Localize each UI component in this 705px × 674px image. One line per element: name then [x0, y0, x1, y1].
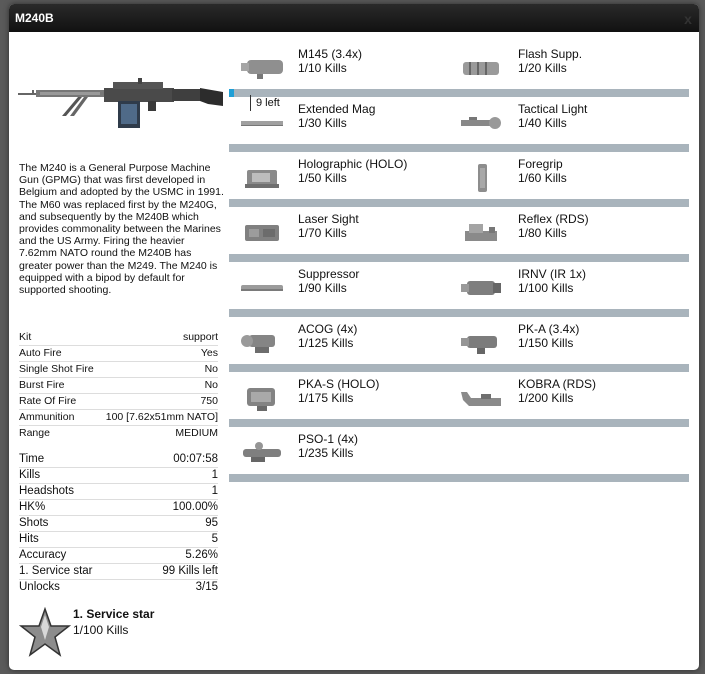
foregrip-icon — [457, 164, 507, 192]
row-separator — [229, 419, 689, 427]
attachment-item[interactable] — [229, 319, 449, 364]
stat-row — [19, 484, 218, 500]
attachment-item[interactable] — [449, 374, 669, 419]
attachment-name: Extended Mag — [298, 102, 376, 116]
service-star-icon — [19, 607, 71, 659]
stat-label: Time — [19, 453, 45, 465]
attachment-name: Holographic (HOLO) — [298, 157, 408, 171]
stat-row — [19, 426, 218, 442]
weapon-dialog — [9, 4, 699, 670]
kit-stats-table — [19, 330, 218, 442]
attachment-name: Laser Sight — [298, 212, 359, 226]
unlock-progress-fill — [229, 89, 234, 97]
stat-row — [19, 452, 218, 468]
weapon-description: The M240 is a General Purpose Machine Gun (GPMG) that was first developed in Belgium and adopted by the USMC in 1991. The M60 was replaced first by the M240G, and subsequently by the M240B which provides commonality between the Marines and the US Army. Firing the heavier 7.62mm NATO round the M240B has greater power than the M249. The M240 is equipped with a bipod by default for supported shooting. — [19, 162, 224, 297]
pkas-sight-icon — [237, 384, 287, 412]
holo-sight-icon — [237, 164, 287, 192]
attachment-progress: 1/125 Kills — [298, 336, 354, 350]
row-separator — [229, 144, 689, 152]
stat-value: 99 Kills left — [162, 565, 218, 577]
attachment-item[interactable] — [229, 264, 449, 309]
stat-row — [19, 500, 218, 516]
stat-value: 1 — [211, 485, 218, 497]
stat-value: 1 — [211, 469, 218, 481]
row-separator — [229, 364, 689, 372]
attachment-item[interactable] — [449, 44, 669, 89]
attachment-name: M145 (3.4x) — [298, 47, 363, 61]
pso1-scope-icon — [237, 439, 287, 467]
stat-label: Headshots — [19, 485, 74, 497]
attachment-progress: 1/175 Kills — [298, 391, 354, 405]
pka-scope-icon — [457, 329, 507, 357]
stat-value: 5.26% — [185, 549, 218, 561]
attachment-name: PSO-1 (4x) — [298, 432, 359, 446]
row-separator — [229, 199, 689, 207]
attachment-item[interactable] — [229, 99, 449, 144]
stat-value: 5 — [211, 533, 218, 545]
close-button[interactable]: x — [684, 11, 692, 27]
stat-label: Burst Fire — [19, 379, 65, 391]
attachment-name: Tactical Light — [518, 102, 588, 116]
stat-row — [19, 394, 218, 410]
stat-label: HK% — [19, 501, 46, 513]
stat-value: MEDIUM — [175, 427, 218, 439]
stat-label: Kills — [19, 469, 41, 481]
stat-value: 100 [7.62x51mm NATO] — [105, 411, 218, 423]
stat-label: Unlocks — [19, 581, 60, 593]
attachment-item[interactable] — [229, 209, 449, 254]
stat-row — [19, 548, 218, 564]
stat-label: Range — [19, 427, 50, 439]
row-separator — [229, 309, 689, 317]
stat-value: No — [204, 363, 218, 375]
acog-scope-icon — [237, 329, 287, 357]
attachment-name: PK-A (3.4x) — [518, 322, 580, 336]
stat-row — [19, 580, 218, 596]
attachment-progress: 1/235 Kills — [298, 446, 354, 460]
stat-row — [19, 410, 218, 426]
stat-label: Rate Of Fire — [19, 395, 77, 407]
attachment-progress: 1/10 Kills — [298, 61, 347, 75]
stat-row — [19, 468, 218, 484]
attachment-progress: 1/50 Kills — [298, 171, 347, 185]
stat-value: 00:07:58 — [173, 453, 218, 465]
stat-value: 750 — [200, 395, 218, 407]
tactical-light-icon — [457, 109, 507, 137]
attachment-row — [229, 154, 689, 209]
attachment-progress: 1/20 Kills — [518, 61, 567, 75]
suppressor-icon — [237, 274, 287, 302]
attachment-name: Suppressor — [298, 267, 360, 281]
stat-value: support — [182, 331, 218, 343]
stat-label: Accuracy — [19, 549, 67, 561]
stat-label: 1. Service star — [19, 565, 93, 577]
attachment-item[interactable] — [449, 209, 669, 254]
attachment-name: Flash Supp. — [518, 47, 583, 61]
attachment-row — [229, 209, 689, 264]
stat-row — [19, 346, 218, 362]
kobra-sight-icon — [457, 384, 507, 412]
stat-label: Kit — [19, 331, 32, 343]
stat-label: Single Shot Fire — [19, 363, 94, 375]
play-stats-table — [19, 452, 218, 596]
attachment-progress: 1/150 Kills — [518, 336, 574, 350]
stat-value: Yes — [200, 347, 218, 359]
stat-value: 3/15 — [195, 581, 218, 593]
attachment-progress: 1/30 Kills — [298, 116, 347, 130]
attachment-name: Foregrip — [518, 157, 563, 171]
extended-mag-icon — [237, 109, 287, 137]
attachment-row — [229, 264, 689, 319]
attachment-progress: 1/70 Kills — [298, 226, 347, 240]
attachment-name: PKA-S (HOLO) — [298, 377, 380, 391]
attachment-item[interactable] — [449, 154, 669, 199]
flash-suppressor-icon — [457, 54, 507, 82]
attachment-row — [229, 374, 689, 429]
scope-icon — [237, 54, 287, 82]
attachment-progress: 1/60 Kills — [518, 171, 567, 185]
next-unlock-progress: 1/100 Kills — [73, 623, 129, 637]
stat-label: Ammunition — [19, 411, 75, 423]
attachment-item[interactable] — [229, 154, 449, 199]
attachment-item[interactable] — [229, 429, 449, 474]
stat-row — [19, 532, 218, 548]
stat-row — [19, 362, 218, 378]
row-separator — [229, 474, 689, 482]
stat-row — [19, 330, 218, 346]
attachment-item[interactable] — [229, 374, 449, 419]
attachment-name: Reflex (RDS) — [518, 212, 589, 226]
stat-label: Shots — [19, 517, 49, 529]
attachment-progress: 1/100 Kills — [518, 281, 574, 295]
row-separator — [229, 254, 689, 262]
stat-label: Auto Fire — [19, 347, 62, 359]
attachment-row — [229, 99, 689, 154]
attachments-grid — [229, 44, 689, 484]
reflex-sight-icon — [457, 219, 507, 247]
stat-row — [19, 564, 218, 580]
laser-sight-icon — [237, 219, 287, 247]
stat-value: No — [204, 379, 218, 391]
dialog-titlebar — [9, 4, 699, 32]
attachment-row — [229, 429, 689, 484]
attachment-progress: 1/40 Kills — [518, 116, 567, 130]
dialog-title: M240B — [15, 11, 54, 25]
stat-label: Hits — [19, 533, 39, 545]
stat-row — [19, 516, 218, 532]
attachment-name: ACOG (4x) — [298, 322, 358, 336]
stat-value: 95 — [205, 517, 218, 529]
stat-value: 100.00% — [172, 501, 218, 513]
stat-row — [19, 378, 218, 394]
attachment-row — [229, 319, 689, 374]
attachment-progress: 1/90 Kills — [298, 281, 347, 295]
next-unlock-name: 1. Service star — [73, 607, 155, 621]
attachment-progress: 1/80 Kills — [518, 226, 567, 240]
attachment-item[interactable] — [229, 44, 449, 89]
attachment-item[interactable] — [449, 319, 669, 364]
attachment-name: IRNV (IR 1x) — [518, 267, 587, 281]
next-unlock — [19, 607, 229, 661]
irnv-scope-icon — [457, 274, 507, 302]
attachment-name: KOBRA (RDS) — [518, 377, 597, 391]
unlock-progress-label: 9 left — [256, 97, 280, 109]
weapon-image — [18, 76, 223, 130]
attachment-item[interactable] — [449, 264, 669, 309]
attachment-progress: 1/200 Kills — [518, 391, 574, 405]
attachment-item[interactable] — [449, 99, 669, 144]
